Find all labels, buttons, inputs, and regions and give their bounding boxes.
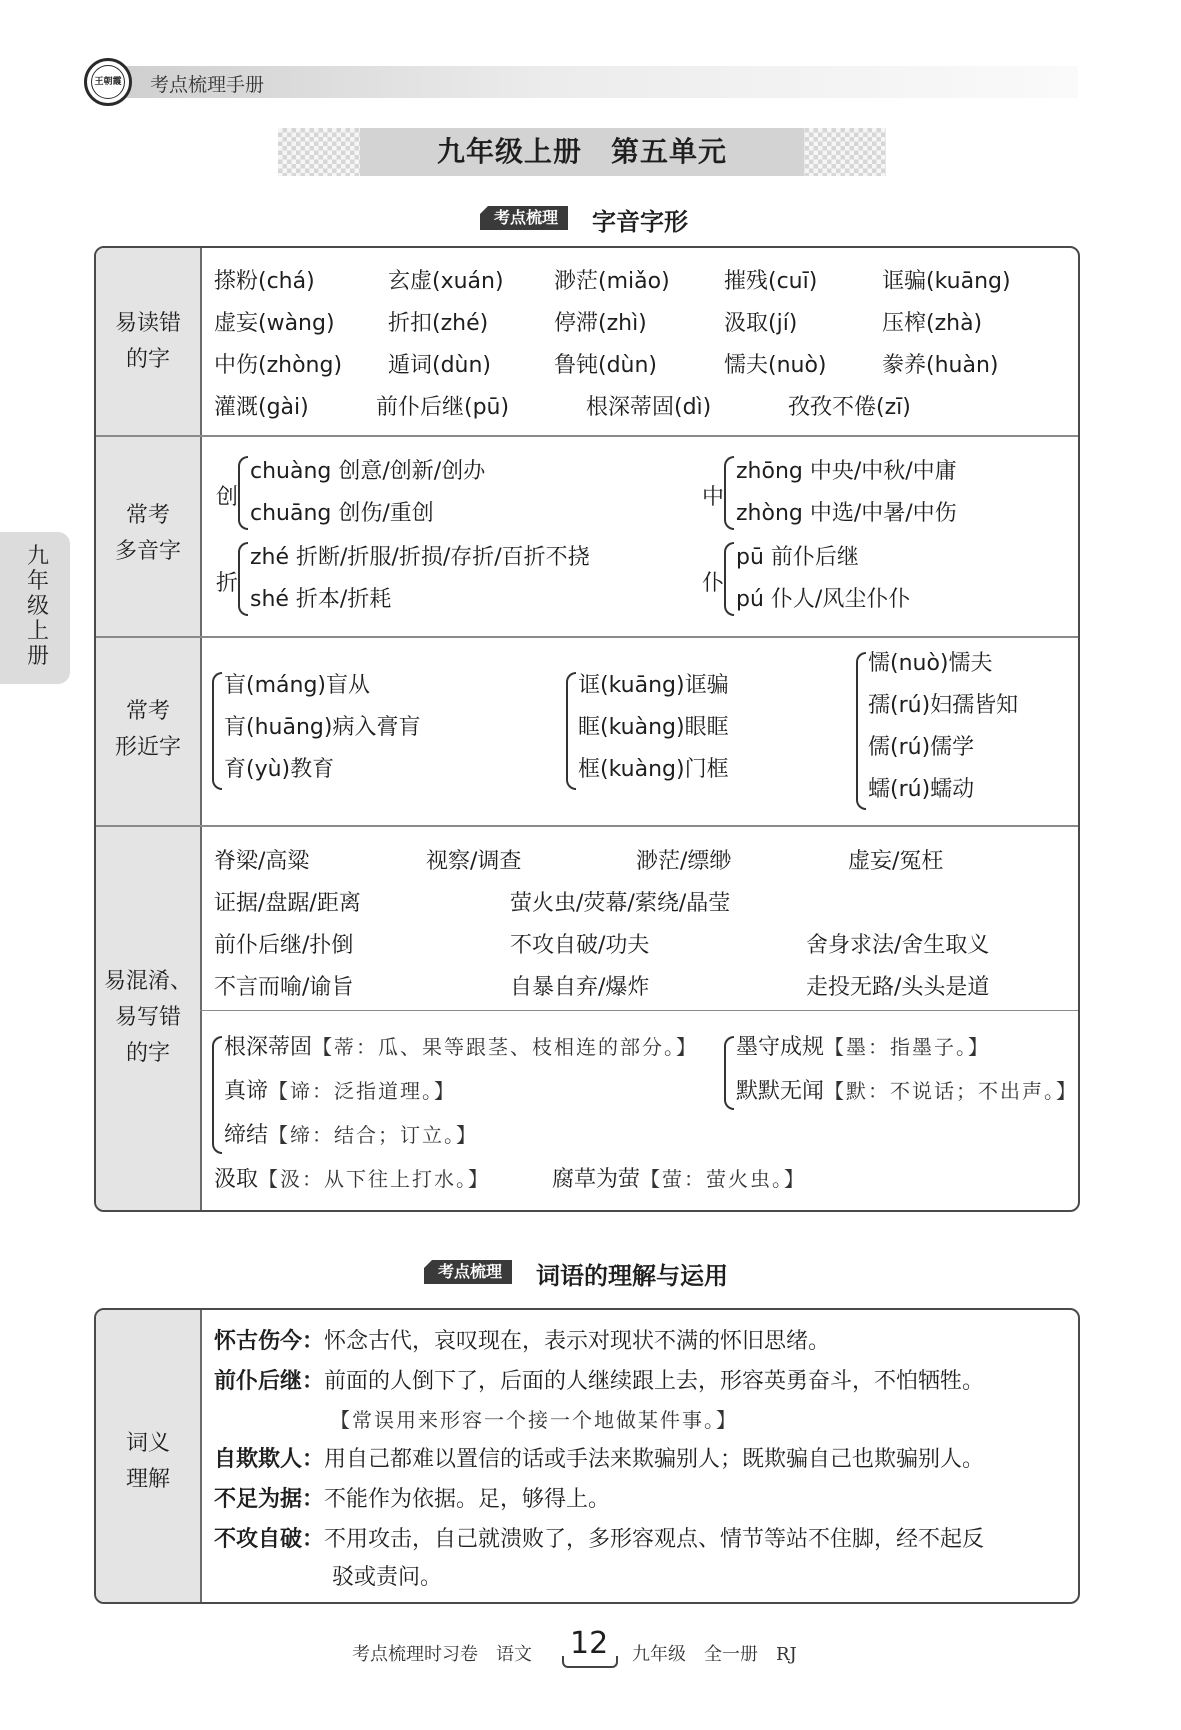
- word: 墨守成规: [736, 1035, 825, 1060]
- annotated-word: [736, 1074, 1078, 1105]
- similar-char: 盲(máng)盲从: [224, 673, 370, 698]
- term: 不足为据：: [214, 1487, 325, 1512]
- annotated-word: [736, 1030, 990, 1061]
- pron-item: 搽粉(chá): [214, 269, 315, 294]
- side-tab-label: 九年级上册: [26, 544, 49, 669]
- footer-right: 九年级 全一册 RJ: [632, 1644, 797, 1665]
- confusable-item: 视察/调查: [426, 849, 522, 874]
- table-ci-yi-li-jie: [94, 1308, 1080, 1604]
- pron-item: 孜孜不倦(zī): [788, 395, 911, 420]
- polyphone-reading: zhé 折断/折服/折损/存折/百折不挠: [250, 545, 590, 570]
- annotated-word: [214, 1162, 490, 1193]
- row-label-duoyin: 常考 多音字: [114, 503, 181, 564]
- pron-item: 诓骗(kuāng): [882, 269, 1011, 294]
- section-title: 字音字形: [592, 208, 688, 236]
- word: 汲取: [214, 1167, 259, 1192]
- word-note: 【谛：泛指道理。】: [268, 1079, 457, 1103]
- page-number: 12: [570, 1626, 609, 1661]
- polyphone-char: 创: [216, 485, 239, 510]
- definition-continuation: 驳或责问。: [332, 1565, 443, 1590]
- confusable-item: 虚妄/冤枉: [848, 849, 944, 874]
- polyphone-reading: pú 仆人/风尘仆仆: [736, 587, 911, 612]
- definition-entry: [214, 1364, 984, 1395]
- polyphone-reading: chuàng 创意/创新/创办: [250, 459, 486, 484]
- word-note: 【缔：结合；订立。】: [268, 1123, 479, 1147]
- brace: [724, 456, 734, 530]
- polyphone-char: 折: [216, 571, 239, 596]
- term: 怀古伤今：: [214, 1329, 325, 1354]
- similar-char: 孺(rú)妇孺皆知: [868, 693, 1019, 718]
- confusable-item: 渺茫/缥缈: [636, 849, 732, 874]
- row-label-yidu: 易读错 的字: [114, 311, 181, 372]
- page-title: 九年级上册 第五单元: [436, 135, 727, 168]
- row-label-xingjin: 常考 形近字: [114, 699, 181, 760]
- polyphone-reading: zhōng 中央/中秋/中庸: [736, 459, 957, 484]
- row-divider: [96, 825, 1080, 827]
- running-title: 考点梳理手册: [150, 74, 265, 96]
- usage-note: 【常误用来形容一个接一个地做某件事。】: [330, 1408, 738, 1432]
- brace: [856, 652, 866, 810]
- word: 腐草为萤: [552, 1167, 641, 1192]
- polyphone-char: 中: [702, 485, 725, 510]
- word: 缔结: [224, 1123, 269, 1148]
- table-zi-yin-zi-xing: [94, 246, 1080, 1212]
- confusable-item: 舍身求法/舍生取义: [806, 933, 990, 958]
- word: 默默无闻: [736, 1079, 825, 1104]
- word: 真谛: [224, 1079, 269, 1104]
- definition: 不用攻击，自己就溃败了，多形容观点、情节等站不住脚，经不起反: [324, 1527, 985, 1552]
- brand-logo: 王朝霞: [84, 58, 132, 106]
- confusable-item: 前仆后继/扑倒: [214, 933, 354, 958]
- row-divider: [96, 435, 1080, 437]
- brace: [238, 542, 248, 616]
- row-divider: [96, 636, 1080, 638]
- definition: 怀念古代，哀叹现在，表示对现状不满的怀旧思绪。: [324, 1329, 831, 1354]
- definition: 前面的人倒下了，后面的人继续跟上去，形容英勇奋斗，不怕牺牲。: [324, 1369, 985, 1394]
- similar-char: 肓(huāng)病入膏肓: [224, 715, 421, 740]
- term: 不攻自破：: [214, 1527, 325, 1552]
- similar-char: 眶(kuàng)眼眶: [578, 715, 729, 740]
- brace: [212, 672, 222, 790]
- word-note: 【默：不说话；不出声。】: [824, 1079, 1079, 1103]
- polyphone-char: 仆: [702, 571, 725, 596]
- pron-item: 渺茫(miǎo): [554, 269, 670, 294]
- confusable-item: 不言而喻/谕旨: [214, 975, 354, 1000]
- similar-char: 框(kuàng)门框: [578, 757, 729, 782]
- section-title: 词语的理解与运用: [536, 1262, 728, 1290]
- column-divider: [200, 1310, 202, 1604]
- definition-entry: [214, 1324, 830, 1355]
- pron-item: 前仆后继(pū): [376, 395, 510, 420]
- column-divider: [200, 248, 202, 1212]
- annotated-word: [224, 1074, 456, 1105]
- section-tag: 考点梳理: [424, 1260, 512, 1284]
- pron-item: 摧残(cuī): [724, 269, 818, 294]
- pron-item: 压榨(zhà): [882, 311, 983, 336]
- brace: [724, 1036, 734, 1110]
- confusable-item: 脊梁/高粱: [214, 849, 310, 874]
- footer-left: 考点梳理时习卷 语文: [352, 1644, 532, 1665]
- polyphone-reading: zhòng 中选/中暑/中伤: [736, 501, 957, 526]
- brace: [238, 456, 248, 530]
- pron-item: 玄虚(xuán): [388, 269, 504, 294]
- similar-char: 儒(rú)儒学: [868, 735, 975, 760]
- annotated-word: [224, 1118, 478, 1149]
- brace: [212, 1036, 222, 1154]
- polyphone-reading: shé 折本/折耗: [250, 587, 392, 612]
- polyphone-reading: chuāng 创伤/重创: [250, 501, 434, 526]
- definition-entry: [214, 1442, 984, 1473]
- confusable-item: 萤火虫/荧幕/萦绕/晶莹: [510, 891, 731, 916]
- definition: 用自己都难以置信的话或手法来欺骗别人；既欺骗自己也欺骗别人。: [324, 1447, 985, 1472]
- confusable-item: 自暴自弃/爆炸: [510, 975, 650, 1000]
- word-note: 【墨：指墨子。】: [824, 1035, 991, 1059]
- similar-char: 育(yù)教育: [224, 757, 335, 782]
- term: 前仆后继：: [214, 1369, 325, 1394]
- word-note: 【汲：从下往上打水。】: [258, 1167, 491, 1191]
- brace: [724, 542, 734, 616]
- pron-item: 灌溉(gài): [214, 395, 309, 420]
- word: 根深蒂固: [224, 1035, 313, 1060]
- word-note: 【蒂：瓜、果等跟茎、枝相连的部分。】: [312, 1035, 699, 1059]
- pron-item: 虚妄(wàng): [214, 311, 335, 336]
- confusable-item: 不攻自破/功夫: [510, 933, 650, 958]
- sub-row-divider: [200, 1010, 1080, 1011]
- definition-entry: [214, 1522, 984, 1553]
- definition: 不能作为依据。足，够得上。: [324, 1487, 611, 1512]
- row-label-hunxiao: 易混淆、 易写错 的字: [103, 969, 192, 1066]
- pron-item: 根深蒂固(dì): [586, 395, 712, 420]
- confusable-item: 走投无路/头头是道: [806, 975, 990, 1000]
- brace: [566, 672, 576, 790]
- pron-item: 懦夫(nuò): [724, 353, 827, 378]
- pron-item: 汲取(jí): [724, 311, 798, 336]
- row-label-ciyi: 词义 理解: [125, 1431, 170, 1492]
- polyphone-reading: pū 前仆后继: [736, 545, 859, 570]
- similar-char: 蠕(rú)蠕动: [868, 777, 975, 802]
- definition-entry: [214, 1482, 610, 1513]
- similar-char: 诓(kuāng)诓骗: [578, 673, 729, 698]
- section-tag: 考点梳理: [480, 206, 568, 230]
- term: 自欺欺人：: [214, 1447, 325, 1472]
- pron-item: 遁词(dùn): [388, 353, 492, 378]
- pron-item: 鲁钝(dùn): [554, 353, 658, 378]
- page-number-decoration: [562, 1656, 618, 1668]
- pron-item: 中伤(zhòng): [214, 353, 343, 378]
- annotated-word: [224, 1030, 698, 1061]
- similar-char: 懦(nuò)懦夫: [868, 651, 993, 676]
- pron-item: 豢养(huàn): [882, 353, 999, 378]
- annotated-word: [552, 1162, 806, 1193]
- confusable-item: 证据/盘踞/距离: [214, 891, 361, 916]
- pron-item: 折扣(zhé): [388, 311, 489, 336]
- word-note: 【萤：萤火虫。】: [640, 1167, 807, 1191]
- pron-item: 停滞(zhì): [554, 311, 647, 336]
